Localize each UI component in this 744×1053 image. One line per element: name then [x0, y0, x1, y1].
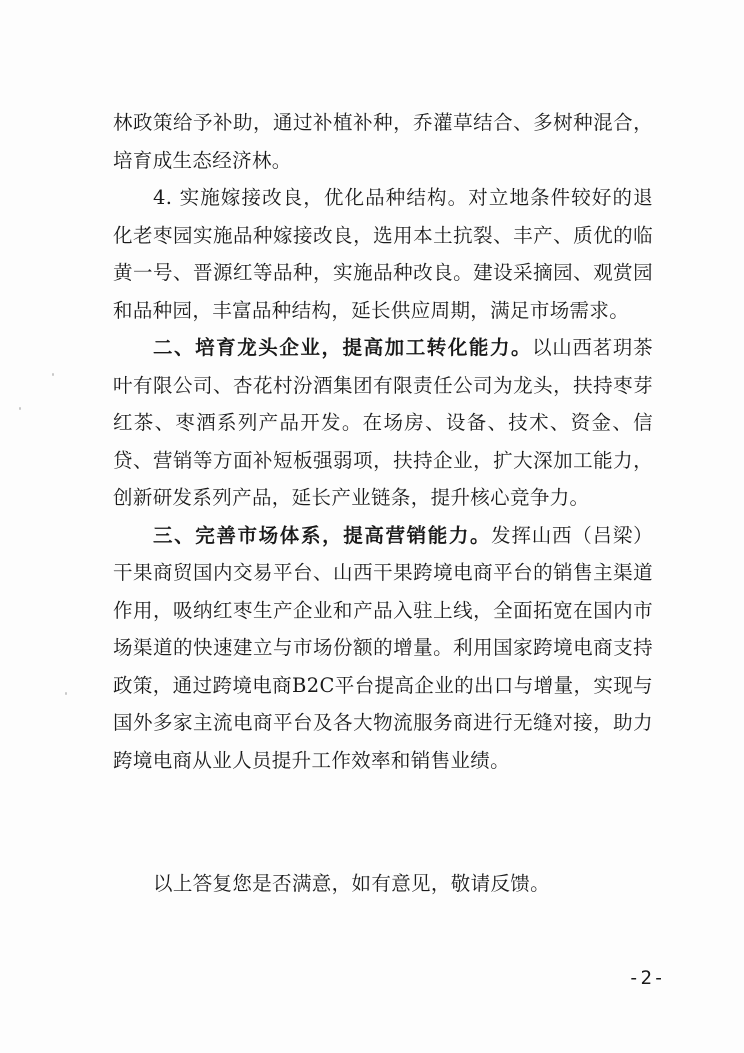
paragraph-text: 以山西茗玥茶叶有限公司、杏花村汾酒集团有限责任公司为龙头，扶持枣芽红茶、枣酒系列产品开发。在场房、设备、技术、资金、信贷、营销等方面补短板强弱项，扶持企业，扩大深加工能力，创新研发系列产品，延长产业链条，提升核心竞争力。: [113, 336, 653, 509]
section-heading: 二、培育龙头企业，提高加工转化能力。: [153, 336, 533, 359]
scan-speck: [52, 373, 54, 376]
paragraph-item-4: [113, 179, 653, 329]
paragraph-text: 4. 实施嫁接改良，优化品种结构。对立地条件较好的退化老枣园实施品种嫁接改良，选用本土抗裂、丰产、质优的临黄一号、晋源红等品种，实施品种改良。建设采摘园、观赏园和品种园，丰富品种结构，延长供应周期，满足市场需求。: [113, 186, 653, 322]
closing-remark: 以上答复您是否满意，如有意见，敬请反馈。: [153, 872, 551, 895]
scan-speck: [65, 692, 67, 695]
paragraph-text: 林政策给予补助，通过补植补种，乔灌草结合、多树种混合，培育成生态经济林。: [113, 111, 653, 172]
paragraph-continuation: [113, 104, 653, 179]
paragraph-section-2: [113, 329, 653, 517]
scan-speck: [19, 407, 21, 410]
paragraph-section-3: [113, 517, 653, 780]
document-body: [113, 104, 653, 779]
page-number: -2-: [628, 967, 666, 989]
paragraph-text: 发挥山西（吕梁）干果商贸国内交易平台、山西干果跨境电商平台的销售主渠道作用，吸纳红枣生产企业和产品入驻上线，全面拓宽在国内市场渠道的快速建立与市场份额的增量。利用国家跨境电商支持政策，通过跨境电商B2C平台提高企业的出口与增量，实现与国外多家主流电商平台及各大物流服务商进行无缝对接，助力跨境电商从业人员提升工作效率和销售业绩。: [113, 523, 653, 772]
section-heading: 三、完善市场体系，提高营销能力。: [153, 523, 492, 547]
